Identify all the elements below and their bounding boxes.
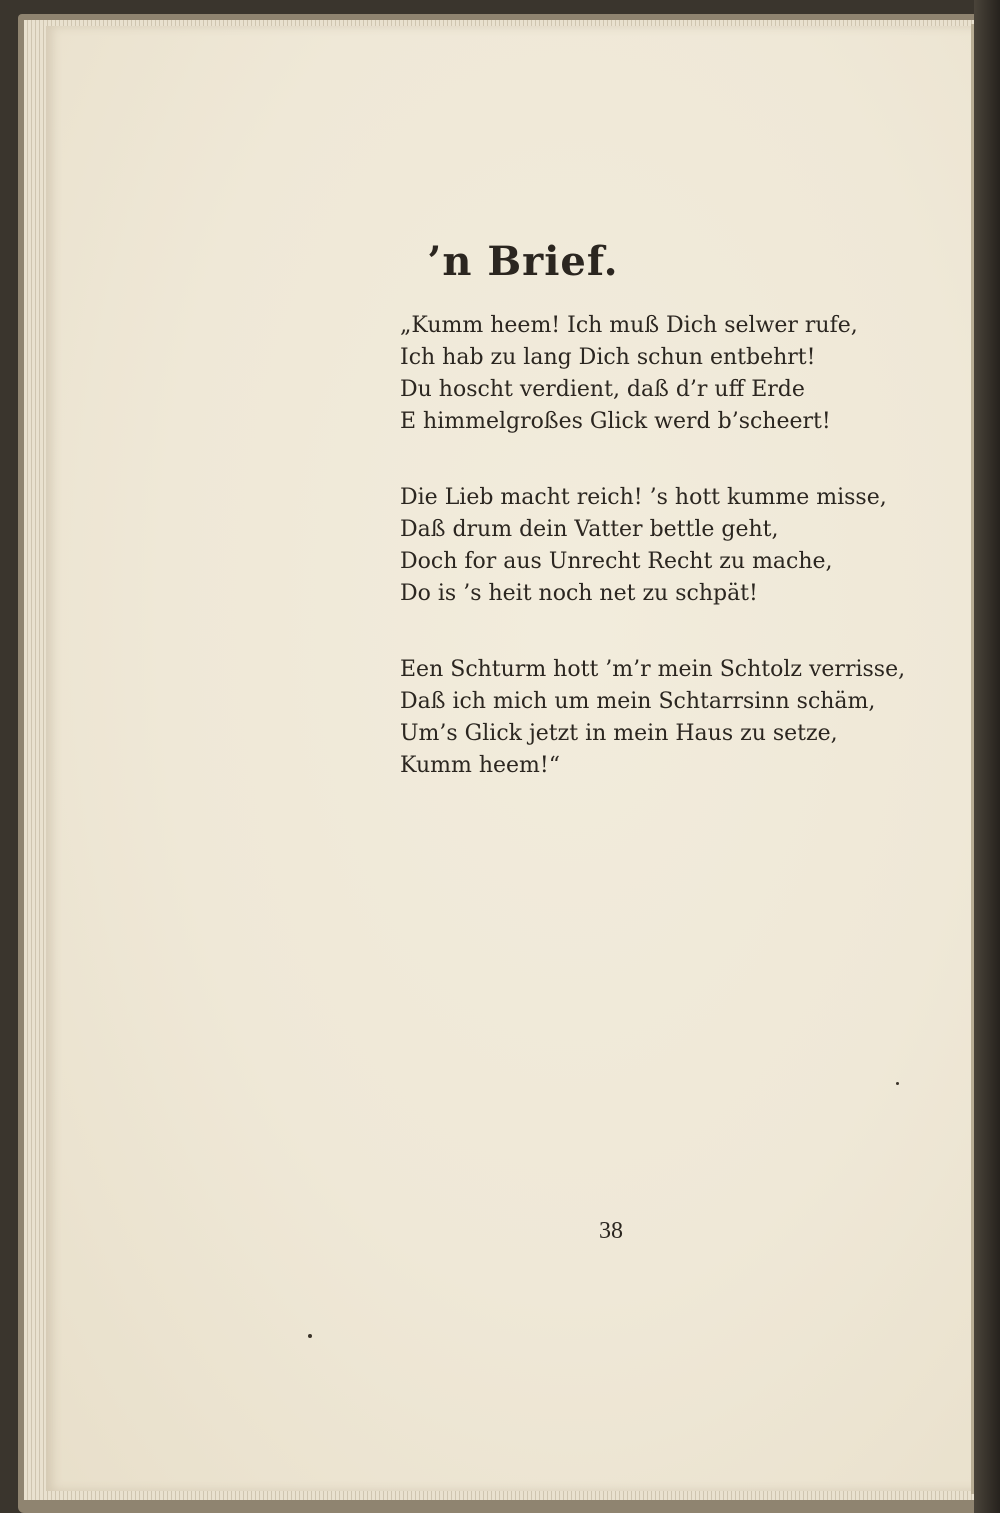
poem-line: Ich hab zu lang Dich schun entbehrt! xyxy=(400,345,816,370)
poem-line: E himmelgroßes Glick werd b’scheert! xyxy=(400,409,831,434)
book-page xyxy=(46,26,1000,1491)
poem-line: Kumm heem!“ xyxy=(400,753,560,778)
paper-speck xyxy=(896,1082,899,1085)
poem-line: Daß drum dein Vatter bettle geht, xyxy=(400,517,779,542)
paper-speck xyxy=(308,1334,312,1338)
poem-title: ’n Brief. xyxy=(427,238,619,285)
stanza-1 xyxy=(400,310,960,438)
poem-body xyxy=(400,310,960,826)
poem-line: Du hoscht verdient, daß d’r uff Erde xyxy=(400,377,805,402)
poem-line: Die Lieb macht reich! ’s hott kumme misse, xyxy=(400,485,887,510)
scan-border-right xyxy=(974,0,1000,1513)
stanza-2 xyxy=(400,482,960,610)
poem-line: Een Schturm hott ’m’r mein Schtolz verrisse, xyxy=(400,657,906,682)
poem-line: Doch for aus Unrecht Recht zu mache, xyxy=(400,549,833,574)
poem-line: Um’s Glick jetzt in mein Haus zu setze, xyxy=(400,721,838,746)
poem-line: Do is ’s heit noch net zu schpät! xyxy=(400,581,758,606)
page-number: 38 xyxy=(599,1218,623,1244)
poem-line: Daß ich mich um mein Schtarrsinn schäm, xyxy=(400,689,876,714)
poem-line: „Kumm heem! Ich muß Dich selwer rufe, xyxy=(400,313,858,338)
stanza-3 xyxy=(400,654,960,782)
